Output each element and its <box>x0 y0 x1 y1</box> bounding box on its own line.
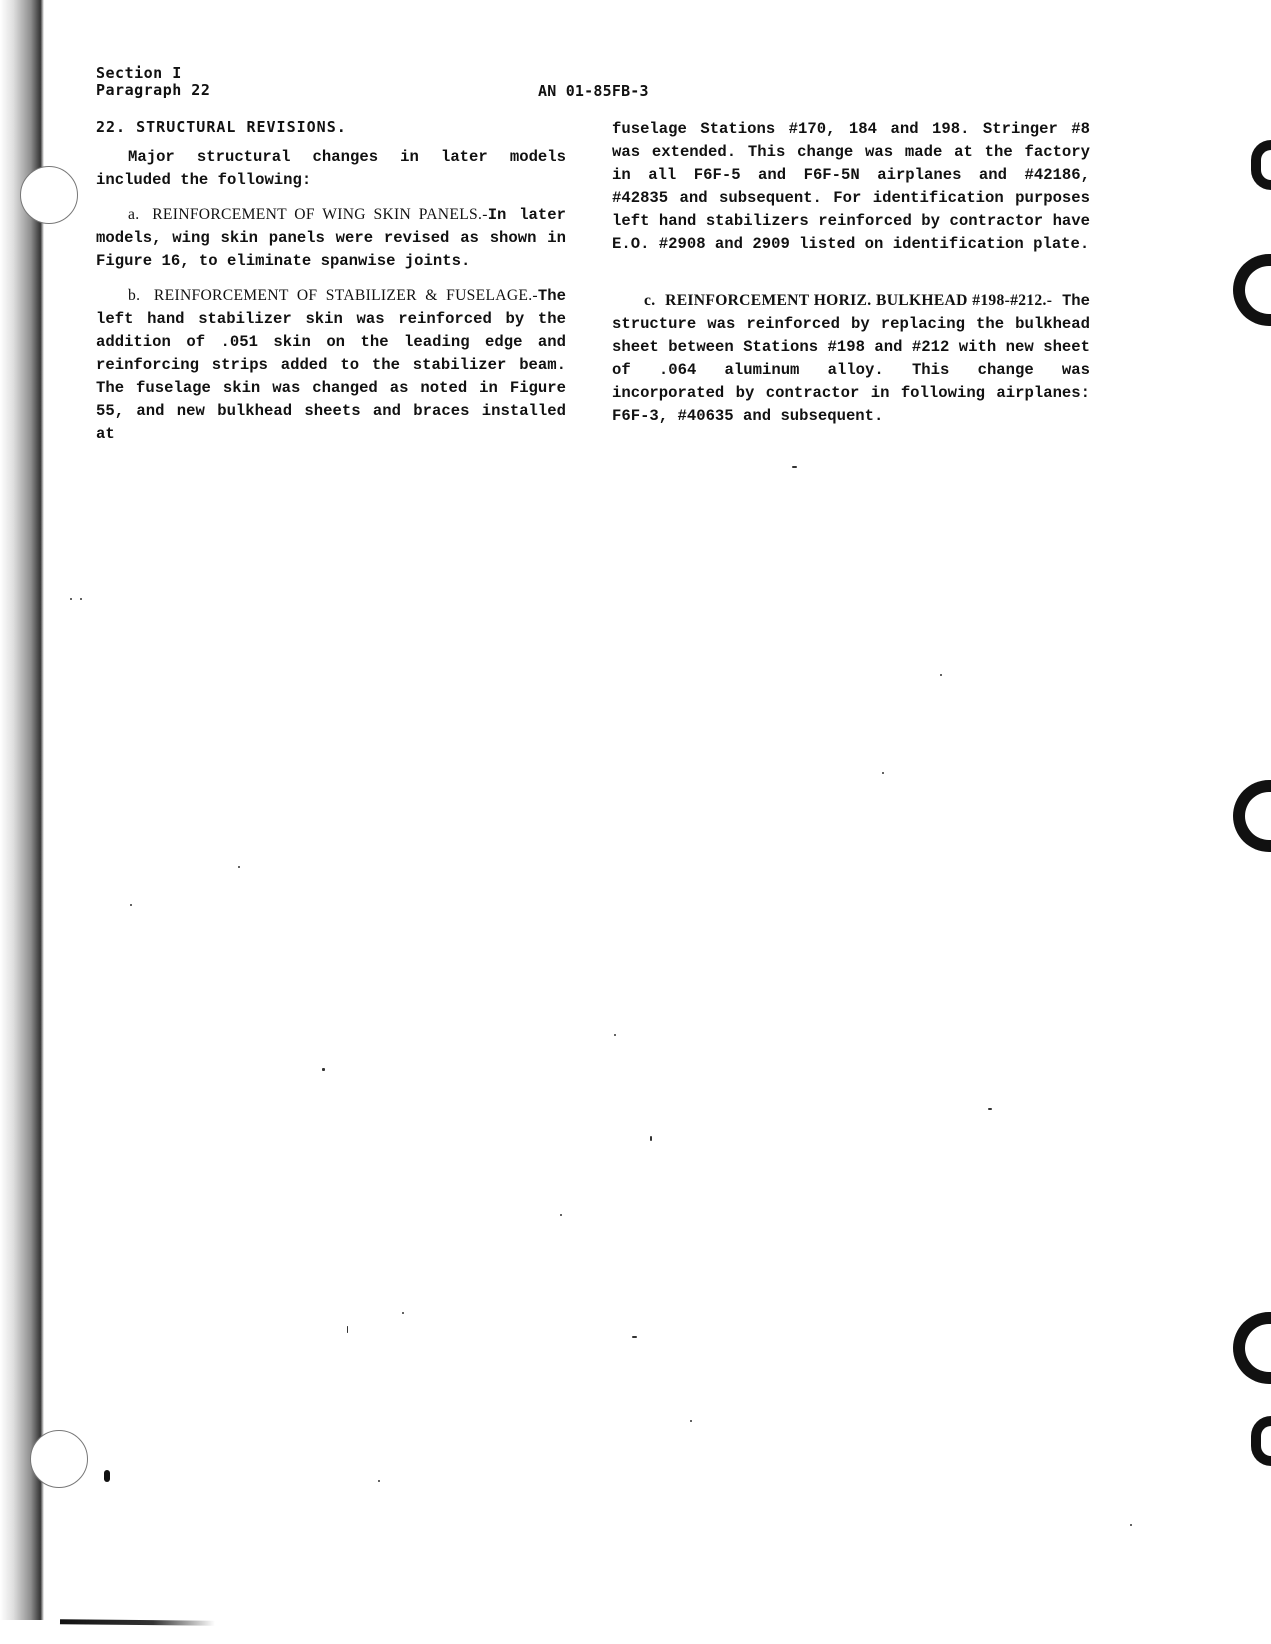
speck <box>402 1312 404 1314</box>
speck <box>347 1326 348 1333</box>
speck <box>560 1214 562 1216</box>
item-b-continued: fuselage Stations #170, 184 and 198. Stringer #8 was extended. This change was made at the factory in all F6F-5 and F6F-5N airplanes and #42186, #42835 and subsequent. For identification purposes left hand stabilizers reinforced by contractor have E.O. #2908 and 2909 listed on identification plate. <box>612 120 1090 253</box>
intro-paragraph: Major structural changes in later models included the following: <box>96 148 566 189</box>
speck <box>1130 1524 1132 1526</box>
section-number: 22. <box>96 118 127 136</box>
section-title: STRUCTURAL REVISIONS. <box>136 118 347 136</box>
punch-hole-right-5 <box>1251 1416 1271 1466</box>
speck <box>988 1108 992 1110</box>
binder-hole-left-bottom <box>30 1430 88 1488</box>
punch-hole-right-2 <box>1233 254 1271 326</box>
right-column <box>612 118 1090 439</box>
speck <box>792 466 797 468</box>
speck <box>614 1034 616 1036</box>
speck <box>378 1480 380 1482</box>
item-a <box>96 203 566 273</box>
item-b <box>96 284 566 446</box>
punch-hole-right-1 <box>1251 140 1271 190</box>
paragraph-label: Paragraph 22 <box>96 81 211 99</box>
item-b-letter: b. <box>128 287 141 304</box>
speck <box>238 866 240 868</box>
speck <box>70 598 72 600</box>
section-heading <box>96 118 566 136</box>
item-c <box>612 289 1090 428</box>
binding-bottom-shadow <box>60 1619 215 1626</box>
speck <box>130 904 132 906</box>
speck <box>940 674 942 676</box>
speck <box>650 1136 652 1141</box>
punch-hole-right-4 <box>1233 1312 1271 1384</box>
binding-edge-shadow <box>0 0 44 1620</box>
item-c-letter: c. <box>644 292 656 309</box>
item-a-body: In later models, wing skin panels were revised as shown in Figure 16, to eliminate spanwise joints. <box>96 206 566 270</box>
section-label: Section I <box>96 64 182 82</box>
document-number: AN 01-85FB-3 <box>538 82 649 100</box>
speck <box>690 1420 692 1422</box>
page-mark <box>104 1470 110 1482</box>
item-a-title: REINFORCEMENT OF WING SKIN PANELS.- <box>152 206 488 223</box>
left-column <box>96 118 566 457</box>
speck <box>632 1336 637 1338</box>
page-header-left <box>96 65 210 99</box>
speck <box>80 598 82 600</box>
speck <box>322 1068 325 1071</box>
speck <box>882 772 884 774</box>
item-c-title: REINFORCEMENT HORIZ. BULKHEAD #198-#212.- <box>665 292 1053 309</box>
item-c-body: The structure was reinforced by replacing the bulkhead sheet between Stations #198 and #212 with new sheet of .064 aluminum alloy. This change was incorporated by contractor in following airplanes: F6F-3, #40635 and subsequent. <box>612 292 1091 425</box>
item-b-body: The left hand stabilizer skin was reinforced by the addition of .051 skin on the leading edge and reinforcing strips added to the stabilizer beam. The fuselage skin was changed as noted in Figure 55, and new bulkhead sheets and braces installed at <box>96 287 566 443</box>
column-spacer <box>612 267 1090 289</box>
binder-hole-left-top <box>20 166 78 224</box>
punch-hole-right-3 <box>1233 780 1271 852</box>
item-b-title: REINFORCEMENT OF STABILIZER & FUSELAGE.- <box>153 287 538 304</box>
item-a-letter: a. <box>128 206 140 223</box>
